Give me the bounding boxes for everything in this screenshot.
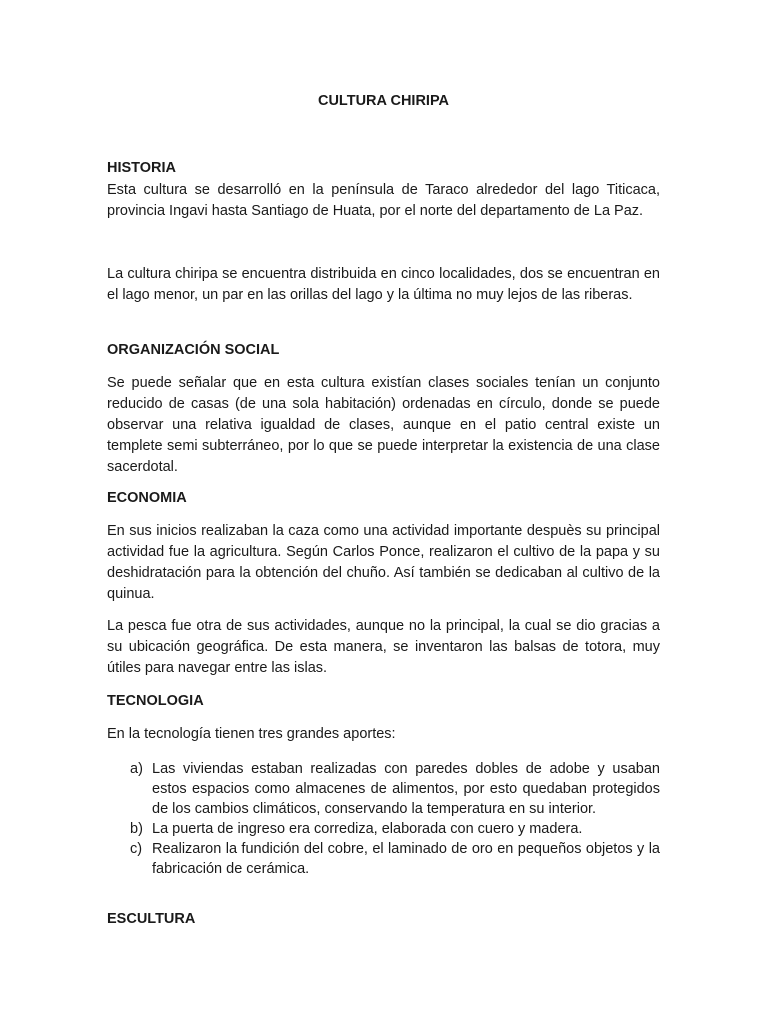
list-item-text: Realizaron la fundición del cobre, el laminado de oro en pequeños objetos y la fabricación de cerámica.	[152, 841, 660, 877]
section-heading-escultura: ESCULTURA	[107, 911, 196, 927]
list-item	[107, 839, 660, 879]
list-item-text: La puerta de ingreso era corrediza, elaborada con cuero y madera.	[152, 821, 583, 837]
paragraph: La cultura chiripa se encuentra distribuida en cinco localidades, dos se encuentran en el lago menor, un par en las orillas del lago y la última no muy lejos de las riberas.	[107, 266, 660, 303]
list-item	[107, 819, 660, 839]
paragraph: En sus inicios realizaban la caza como una actividad importante despuès su principal actividad fue la agricultura. Según Carlos Ponce, realizaron el cultivo de la papa y su deshidratación para la obtención del chuño. Así también se dedicaban al cultivo de la quinua.	[107, 523, 660, 602]
list-marker: b)	[130, 821, 143, 837]
document-title: CULTURA CHIRIPA	[317, 93, 450, 109]
paragraph: Se puede señalar que en esta cultura existían clases sociales tenían un conjunto reducido de casas (de una sola habitación) ordenadas en círculo, donde se puede observar una relativa igualdad de clases, aunque en el patio central existe un templete semi subterráneo, por lo que se puede interpretar la existencia de una clase sacerdotal.	[107, 375, 660, 475]
section-heading-organizacion-social: ORGANIZACIÓN SOCIAL	[107, 342, 280, 358]
section-heading-historia: HISTORIA	[107, 160, 177, 176]
list-item	[107, 759, 660, 819]
section-heading-economia: ECONOMIA	[107, 490, 187, 506]
list-item-text: Las viviendas estaban realizadas con paredes dobles de adobe y usaban estos espacios como almacenes de alimentos, por esto quedaban protegidos de los cambios climáticos, conservando la temperatura en su interior.	[152, 761, 660, 817]
paragraph: Esta cultura se desarrolló en la península de Taraco alrededor del lago Titicaca, provincia Ingavi hasta Santiago de Huata, por el norte del departamento de La Paz.	[107, 182, 660, 219]
technology-list	[107, 759, 660, 879]
section-heading-tecnologia: TECNOLOGIA	[107, 693, 204, 709]
list-marker: c)	[130, 841, 143, 857]
paragraph: La pesca fue otra de sus actividades, aunque no la principal, la cual se dio gracias a su ubicación geográfica. De esta manera, se inventaron las balsas de totora, muy útiles para navegar entre las islas.	[107, 618, 660, 676]
list-marker: a)	[130, 761, 143, 777]
paragraph: En la tecnología tienen tres grandes aportes:	[107, 726, 396, 742]
